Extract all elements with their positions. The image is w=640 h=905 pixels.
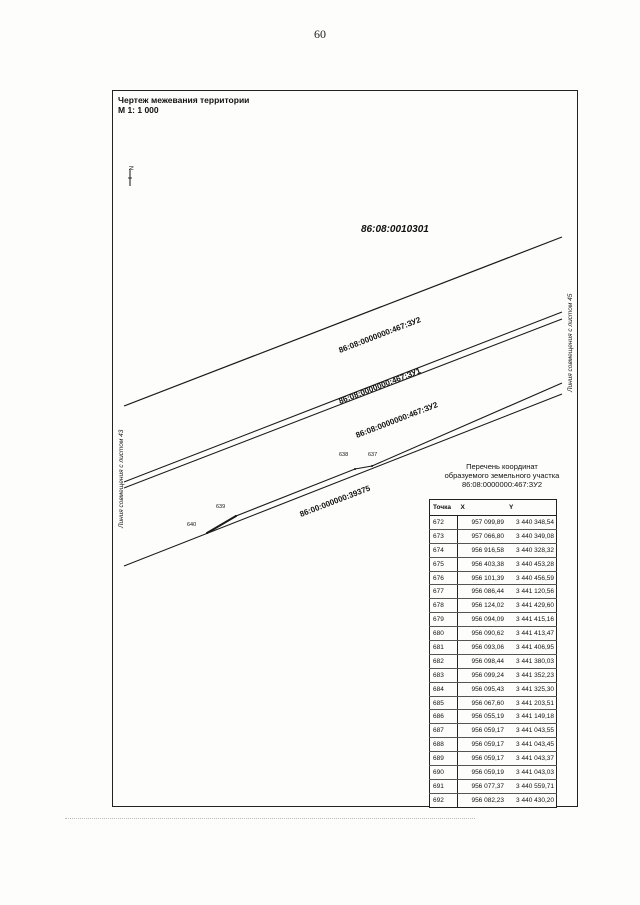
sheet-join-left: Линия совмещения с листом 43 [118, 429, 125, 528]
point-cell: 680 [430, 627, 458, 641]
header-point: Точка [430, 500, 458, 516]
coord-caption-line3: 86:08:0000000:467:ЗУ2 [461, 480, 543, 489]
point-cell: 685 [430, 696, 458, 710]
y-cell: 3 441 149,18 [506, 710, 557, 724]
point-cell: 691 [430, 779, 458, 793]
table-row [430, 627, 557, 641]
x-cell: 956 403,38 [458, 557, 507, 571]
table-row [430, 599, 557, 613]
header-x: X [458, 500, 507, 516]
point-label-638: 638 [339, 452, 349, 458]
point-cell: 690 [430, 766, 458, 780]
x-cell: 957 066,80 [458, 529, 507, 543]
coord-caption-line2: образуемого земельного участка [444, 471, 560, 480]
point-cell: 684 [430, 682, 458, 696]
x-cell: 956 099,24 [458, 668, 507, 682]
vertex-640 [206, 532, 208, 534]
x-cell: 956 059,17 [458, 724, 507, 738]
table-row [430, 641, 557, 655]
y-cell: 3 441 352,23 [506, 668, 557, 682]
table-row [430, 571, 557, 585]
y-cell: 3 441 120,56 [506, 585, 557, 599]
y-cell: 3 440 559,71 [506, 779, 557, 793]
y-cell: 3 441 413,47 [506, 627, 557, 641]
table-row [430, 682, 557, 696]
vertex-637 [371, 465, 373, 467]
x-cell: 956 077,37 [458, 779, 507, 793]
point-cell: 687 [430, 724, 458, 738]
point-cell: 689 [430, 752, 458, 766]
table-row [430, 724, 557, 738]
x-cell: 956 067,60 [458, 696, 507, 710]
x-cell: 956 059,17 [458, 752, 507, 766]
x-cell: 956 094,09 [458, 613, 507, 627]
vertex-638 [354, 468, 356, 470]
point-cell: 692 [430, 793, 458, 807]
x-cell: 956 086,44 [458, 585, 507, 599]
table-row [430, 738, 557, 752]
coord-table [429, 499, 557, 808]
parcel-label-39375: 86:00:000000:39375 [298, 483, 372, 519]
coord-table-body [430, 516, 557, 808]
parcel-label-zu2-top: 86:08:0000000:467:ЗУ2 [337, 315, 423, 355]
coord-caption-line1: Перечень координат [466, 462, 538, 471]
table-row [430, 793, 557, 807]
x-cell: 956 059,19 [458, 766, 507, 780]
table-row [430, 557, 557, 571]
scan-artifact-line [65, 818, 475, 821]
parcel-label-zu2-bottom: 86:08:0000000:467:ЗУ2 [354, 400, 440, 440]
point-cell: 681 [430, 641, 458, 655]
table-row [430, 529, 557, 543]
table-row [430, 613, 557, 627]
quarter-label: 86:08:0010301 [361, 224, 429, 235]
point-cell: 678 [430, 599, 458, 613]
table-row [430, 543, 557, 557]
vertex-639 [235, 515, 237, 517]
y-cell: 3 441 406,95 [506, 641, 557, 655]
point-cell: 682 [430, 654, 458, 668]
x-cell: 957 099,89 [458, 516, 507, 530]
table-row [430, 516, 557, 530]
boundary-segment-639-640 [207, 516, 236, 533]
y-cell: 3 441 043,55 [506, 724, 557, 738]
table-row [430, 585, 557, 599]
table-row [430, 752, 557, 766]
point-cell: 673 [430, 529, 458, 543]
x-cell: 956 055,19 [458, 710, 507, 724]
x-cell: 956 090,62 [458, 627, 507, 641]
x-cell: 956 916,58 [458, 543, 507, 557]
table-row [430, 779, 557, 793]
table-row [430, 668, 557, 682]
x-cell: 956 124,02 [458, 599, 507, 613]
north-arrow-icon [127, 166, 133, 186]
y-cell: 3 441 043,03 [506, 766, 557, 780]
y-cell: 3 441 429,60 [506, 599, 557, 613]
drawing-title: Чертеж межевания территории [118, 95, 250, 105]
x-cell: 956 098,44 [458, 654, 507, 668]
x-cell: 956 082,23 [471, 796, 504, 804]
y-cell: 3 441 415,16 [506, 613, 557, 627]
point-cell: 679 [430, 613, 458, 627]
y-cell: 3 440 348,54 [506, 516, 557, 530]
point-cell: 675 [430, 557, 458, 571]
point-label-639: 639 [216, 504, 226, 510]
table-row [430, 654, 557, 668]
point-cell: 676 [430, 571, 458, 585]
y-cell: 3 440 349,08 [506, 529, 557, 543]
y-cell: 3 440 328,32 [506, 543, 557, 557]
point-cell: 674 [430, 543, 458, 557]
y-cell: 3 441 043,45 [506, 738, 557, 752]
point-cell: 677 [430, 585, 458, 599]
point-label-637: 637 [368, 452, 378, 458]
point-label-640: 640 [187, 522, 197, 528]
point-cell: 686 [430, 710, 458, 724]
y-cell: 3 440 456,59 [506, 571, 557, 585]
table-row [430, 696, 557, 710]
table-row [430, 766, 557, 780]
drawing-scale: М 1: 1 000 [118, 105, 159, 115]
boundary-line-quarter [124, 237, 562, 406]
point-cell: 688 [430, 738, 458, 752]
parcel-label-zu1: 86:08:0000000:467:ЗУ1 [337, 366, 423, 406]
x-cell: 956 093,06 [458, 641, 507, 655]
page-number: 60 [314, 27, 326, 41]
x-cell: 956 059,17 [458, 738, 507, 752]
coord-caption [425, 462, 579, 489]
y-cell: 3 441 203,51 [506, 696, 557, 710]
point-cell: 683 [430, 668, 458, 682]
header-y: Y [506, 500, 557, 516]
y-cell: 3 441 380,03 [506, 654, 557, 668]
y-cell: 3 441 043,37 [506, 752, 557, 766]
point-cell: 672 [430, 516, 458, 530]
x-cell: 956 095,43 [458, 682, 507, 696]
coord-table-header [430, 500, 557, 516]
x-cell: 956 101,39 [458, 571, 507, 585]
north-label: N [127, 166, 133, 171]
y-cell: 3 440 430,20 [516, 796, 554, 804]
table-row [430, 710, 557, 724]
y-cell: 3 441 325,30 [506, 682, 557, 696]
y-cell: 3 440 453,28 [506, 557, 557, 571]
sheet-join-right: Линия совмещения с листом 45 [567, 293, 574, 392]
